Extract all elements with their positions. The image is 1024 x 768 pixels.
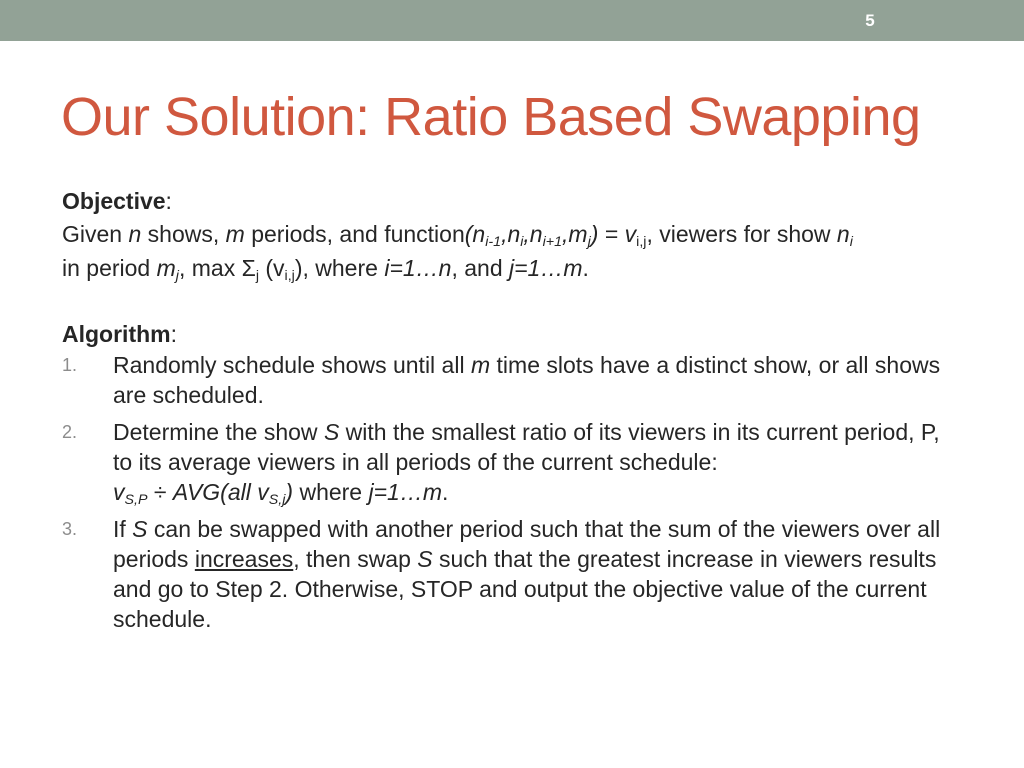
step-number: 2. [62,422,78,442]
step-number: 3. [62,519,78,539]
algorithm-step-3: 3. If S can be swapped with another period such that the sum of the viewers over all periods increases, then swap S such that the greatest increase in viewers results and go to Step 2. Otherwise, STOP and output the objective value of the current schedule. [62,516,941,632]
slide-title: Our Solution: Ratio Based Swapping [61,87,921,147]
header-bar [0,0,1024,41]
objective-line-2: in period $m_j$, $\max \Sigma_j$ $(v_{i,j})$, where i=1…n, and j=1…m. [62,255,589,284]
objective-line-1: Given n shows, m periods, and $function(n_{i-1},n_i,n_{i+1},m_j) = v_{i,j}$, viewers for show $n_i$ [62,221,853,250]
slide-number: 5 [865,11,875,30]
slide-body [62,185,962,641]
algorithm-heading: Algorithm: [62,321,177,347]
ratio-formula: $v_{S,P} \div AVG(all$ $v_{S,j}$) where j=1…m. [113,479,449,508]
algorithm-step-2: 2. Determine the show S with the smallest ratio of its viewers in its current period, P, to its average viewers in all periods of the current schedule: $v_{S,P} \div AVG(all$ $v_{S,j}$) where j=1…m. [62,417,962,507]
objective-heading: Objective: [62,188,172,214]
step-number: 1. [62,355,78,375]
algorithm-step-1: 1. Randomly schedule shows until all m time slots have a distinct show, or all shows are scheduled. [62,352,941,408]
algorithm-steps [62,350,962,634]
